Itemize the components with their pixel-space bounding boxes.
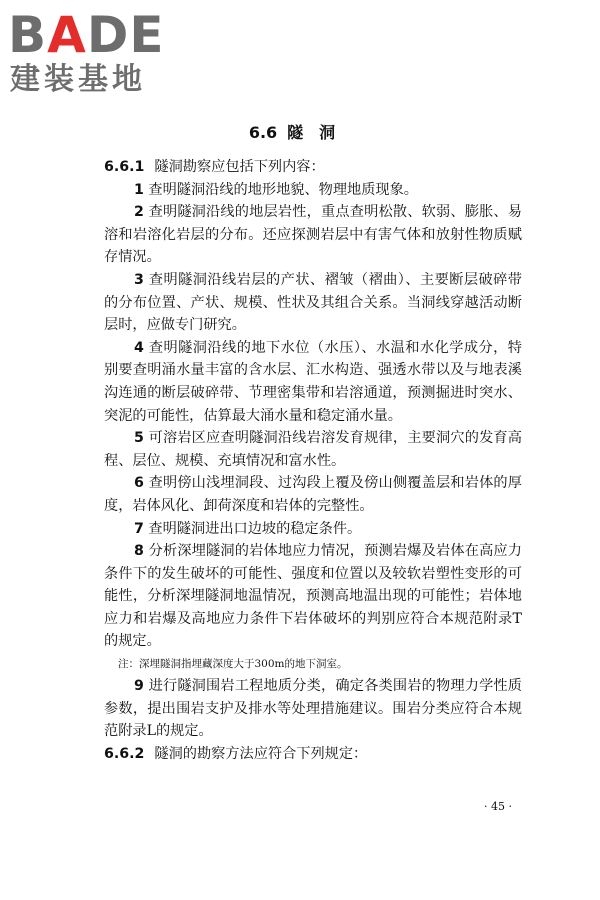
item-number: 5 bbox=[134, 430, 144, 447]
clause-number: 6.6.2 bbox=[104, 745, 145, 762]
logo-subtitle: 建装基地 bbox=[10, 62, 146, 97]
item-text: 查明隧洞进出口边坡的稳定条件。 bbox=[148, 520, 362, 537]
list-item bbox=[104, 201, 522, 269]
item-number: 3 bbox=[134, 271, 144, 288]
list-item bbox=[104, 179, 522, 202]
page-number: · 45 · bbox=[484, 800, 512, 813]
item-text: 查明隧洞沿线的地形地貌、物理地质现象。 bbox=[148, 181, 418, 198]
list-item bbox=[104, 472, 522, 517]
section-number: 6.6 bbox=[248, 123, 278, 142]
list-item bbox=[104, 675, 522, 743]
item-text: 查明隧洞沿线的地下水位（水压）、水温和水化学成分，特别要查明涌水量丰富的含水层、汇水构造、强透水带以及与地表溪沟连通的断层破碎带、节理密集带和岩溶通道，预测掘进时突水、突泥的可能性，估算最大涌水量和稳定涌水量。 bbox=[104, 339, 522, 424]
item-number: 9 bbox=[134, 678, 144, 695]
item-text: 查明隧洞沿线岩层的产状、褶皱（褶曲）、主要断层破碎带的分布位置、产状、规模、性状及其组合关系。当洞线穿越活动断层时，应做专门研究。 bbox=[104, 271, 522, 334]
item-text: 可溶岩区应查明隧洞沿线岩溶发育规律，主要洞穴的发育高程、层位、规模、充填情况和富水性。 bbox=[104, 430, 522, 469]
footnote: 注：深埋隧洞指埋藏深度大于300m的地下洞室。 bbox=[118, 658, 348, 671]
item-number: 6 bbox=[134, 475, 144, 492]
item-number: 7 bbox=[134, 520, 144, 537]
item-text: 查明隧洞沿线的地层岩性，重点查明松散、软弱、膨胀、易溶和岩溶化岩层的分布。还应探测岩层中有害气体和放射性物质赋存情况。 bbox=[104, 204, 522, 266]
list-item bbox=[104, 540, 522, 653]
item-text: 查明傍山浅埋洞段、过沟段上覆及傍山侧覆盖层和岩体的厚度，岩体风化、卸荷深度和岩体的完整性。 bbox=[104, 475, 522, 514]
item-number: 8 bbox=[134, 543, 144, 560]
section-heading bbox=[0, 120, 600, 143]
section-title: 隧洞 bbox=[287, 123, 352, 142]
clause-6-6-1 bbox=[104, 156, 522, 179]
item-number: 1 bbox=[134, 181, 144, 198]
list-item bbox=[104, 427, 522, 472]
logo-letters-b: B bbox=[8, 6, 48, 64]
clause-6-6-2 bbox=[104, 743, 522, 766]
logo-letters-de: DE bbox=[86, 6, 165, 64]
list-item bbox=[104, 518, 522, 541]
clause-text: 隧洞勘察应包括下列内容： bbox=[154, 159, 325, 175]
item-number: 4 bbox=[134, 339, 144, 356]
logo-wordmark bbox=[8, 6, 165, 64]
publisher-logo bbox=[8, 6, 178, 96]
document-body bbox=[104, 156, 522, 765]
item-text: 进行隧洞围岩工程地质分类，确定各类围岩的物理力学性质参数，提出围岩支护及排水等处理措施建议。围岩分类应符合本规范附录L的规定。 bbox=[104, 678, 522, 740]
clause-text: 隧洞的勘察方法应符合下列规定： bbox=[154, 745, 368, 762]
logo-letter-a-accent: A bbox=[47, 6, 87, 64]
list-item bbox=[104, 337, 522, 427]
clause-number: 6.6.1 bbox=[104, 159, 145, 175]
item-text: 分析深埋隧洞的岩体地应力情况，预测岩爆及岩体在高应力条件下的发生破坏的可能性、强度和位置以及较软岩塑性变形的可能性，分析深埋隧洞地温情况，预测高地温出现的可能性；岩体地应力和岩爆及高地应力条件下岩体破坏的判别应符合本规范附录T的规定。 bbox=[104, 543, 522, 650]
list-item bbox=[104, 269, 522, 337]
item-number: 2 bbox=[134, 204, 144, 221]
